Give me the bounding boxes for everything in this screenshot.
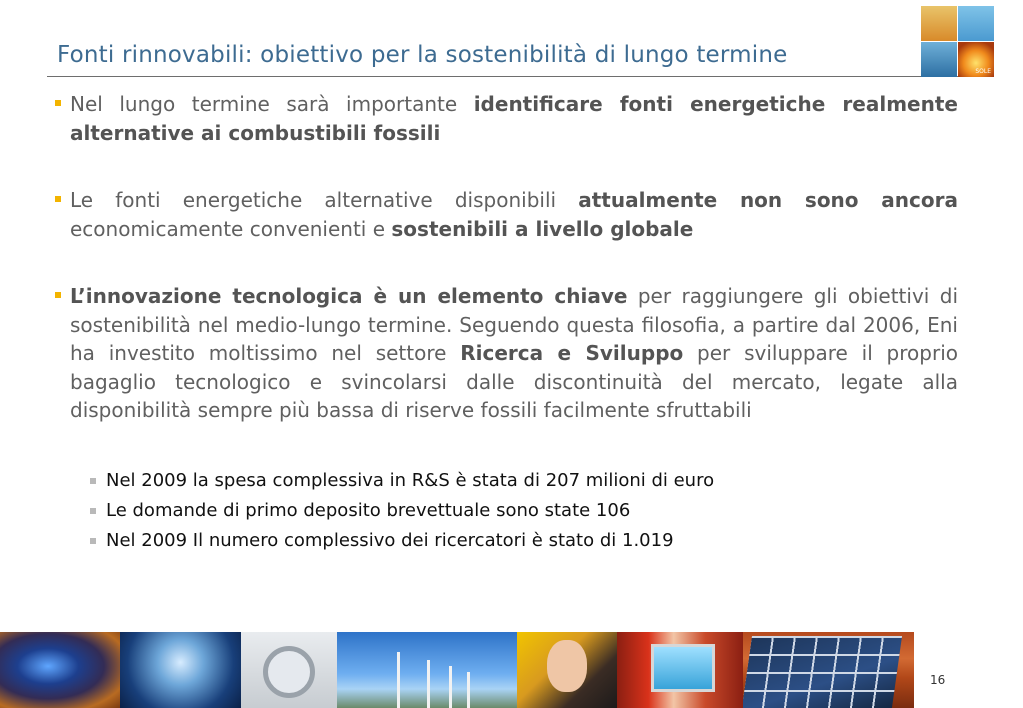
turbine-icon <box>397 652 400 708</box>
sub-bullet-square-icon <box>90 478 96 484</box>
sub-bullet <box>89 496 958 526</box>
bullet-3-text-b: per sviluppare il proprio bagaglio tecnologico e svincolarsi dalle discontinuità del mercato, legate alla disponibilità sempre più bassa di riserve fossili facilmente sfruttabili <box>70 341 958 422</box>
solar-panel-icon <box>743 636 902 708</box>
logo-text: SOLE <box>975 68 991 75</box>
gas-flame-image <box>0 632 120 708</box>
sub-bullet-text: Nel 2009 la spesa complessiva in R&S è stata di 207 milioni di euro <box>106 469 715 491</box>
bullet-2 <box>52 186 958 243</box>
sub-bullet <box>89 466 958 496</box>
slide-content <box>52 90 958 556</box>
solar-panels-image <box>743 632 914 708</box>
turbine-icon <box>467 672 470 708</box>
bullet-3 <box>52 282 958 425</box>
bullet-2-bold-a: attualmente non sono ancora <box>578 188 958 212</box>
sub-bullet-list <box>52 466 958 556</box>
title-divider <box>47 76 975 77</box>
slide-title: Fonti rinnovabili: obiettivo per la sostenibilità di lungo termine <box>57 42 788 68</box>
bullet-square-icon <box>55 292 61 298</box>
bullet-square-icon <box>55 196 61 202</box>
sky-tile <box>958 6 994 41</box>
bullet-2-text-b: economicamente convenienti e <box>70 216 392 241</box>
bullet-1-bold: identificare fonti energetiche realmente alternative ai combustibili fossili <box>70 92 958 145</box>
bullet-1-text: Nel lungo termine sarà importante <box>70 92 474 116</box>
water-drop-tile <box>921 42 957 77</box>
bullet-3-bold-b: Ricerca e Sviluppo <box>460 341 684 365</box>
washing-machine-image <box>241 632 337 708</box>
bullet-square-icon <box>55 100 61 106</box>
sub-bullet-text: Le domande di primo deposito brevettuale sono state 106 <box>106 499 631 521</box>
bullet-2-text-a: Le fonti energetiche alternative disponibili <box>70 188 579 212</box>
turbine-icon <box>427 660 430 708</box>
page-number: 16 <box>930 673 946 687</box>
sole-logo <box>921 6 994 78</box>
bullet-3-bold-a: L’innovazione tecnologica è un elemento chiave <box>70 284 628 308</box>
sub-bullet-text: Nel 2009 Il numero complessivo dei ricercatori è stato di 1.019 <box>106 529 674 551</box>
light-bulb-image <box>120 632 241 708</box>
bullet-3-text-a: per raggiungere gli obiettivi di sostenibilità nel medio-lungo termine. Seguendo questa filosofia, a partire dal 2006, Eni ha investito moltissimo nel settore <box>70 284 958 365</box>
sub-bullet <box>89 526 958 556</box>
woman-portrait-image <box>517 632 617 708</box>
turbine-icon <box>449 666 452 708</box>
bullet-1 <box>52 90 958 147</box>
wind-turbines-image <box>337 632 517 708</box>
footer-image-strip <box>0 632 914 708</box>
washer-door-icon <box>263 646 315 698</box>
sub-bullet-square-icon <box>90 508 96 514</box>
sub-bullet-square-icon <box>90 538 96 544</box>
computer-monitor-image <box>617 632 743 708</box>
desert-tile <box>921 6 957 41</box>
face-icon <box>547 640 587 692</box>
bullet-2-bold-b: sostenibili a livello globale <box>391 216 694 241</box>
monitor-screen-icon <box>651 644 715 692</box>
